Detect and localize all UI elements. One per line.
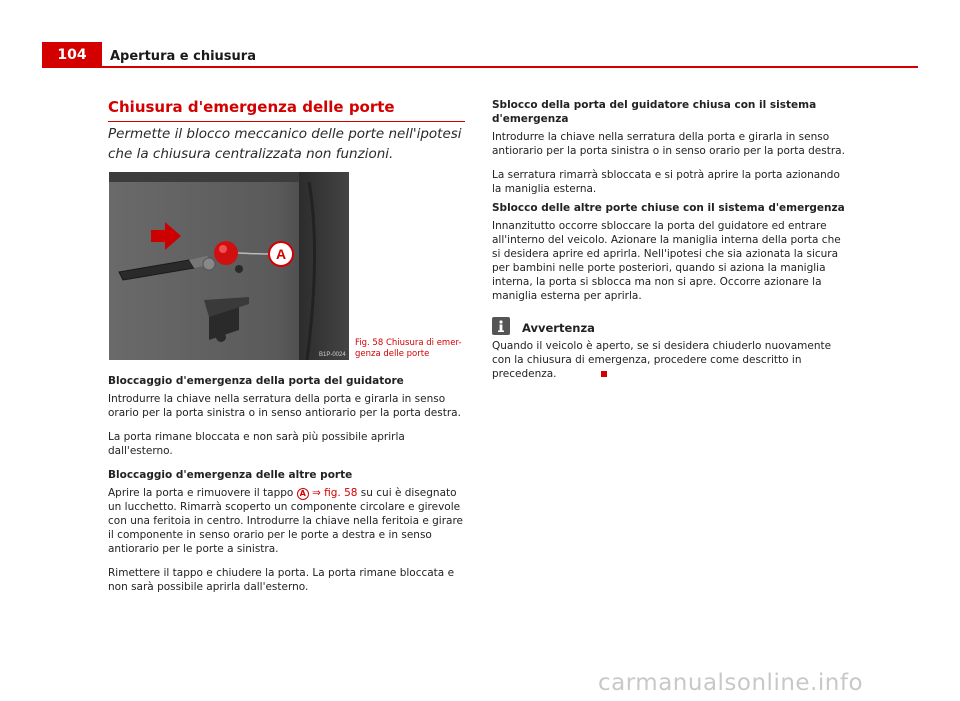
- text-run: su cui è disegnato un lucchetto. Rimarrà scoperto un componente circolare e girevole con una feritoia in centro. Introdurre la chiave nella feritoia e girare il componente in senso orario per le porte a destra e in senso antiorario per le porte a sinistra.: [108, 487, 464, 555]
- section-intro: Permette il blocco meccanico delle porte nell'ipotesi che la chiusura centralizzata non funzioni.: [108, 126, 462, 162]
- paragraph-lock-unlocked: La serratura rimarrà sbloccata e si potrà aprire la porta azionando la maniglia esterna.: [492, 169, 840, 195]
- paragraph-other-doors-lock: [108, 486, 466, 556]
- heading-other-doors-lock: Bloccaggio d'emergenza delle altre porte: [108, 469, 353, 481]
- note-header: [492, 317, 850, 335]
- callout-a-ref: A: [297, 488, 309, 500]
- page-number: 104: [42, 42, 102, 68]
- paragraph-door-stays-locked: La porta rimane bloccata e non sarà più possibile aprirla dall'esterno.: [108, 431, 405, 457]
- note-title: Avvertenza: [522, 321, 595, 335]
- paragraph-replace-cap: Rimettere il tappo e chiudere la porta. La porta rimane bloccata e non sarà possibile aprirla dall'esterno.: [108, 567, 455, 593]
- section-title: Chiusura d'emergenza delle porte: [108, 98, 465, 122]
- note-text-run: Quando il veicolo è aperto, se si desidera chiuderlo nuovamente con la chiusura di emergenza, procedere come descritto in precedenza.: [492, 340, 832, 380]
- figure-code: B1P-0024: [319, 352, 346, 358]
- note-text: [492, 339, 850, 381]
- heading-driver-door-unlock: Sblocco della porta del guidatore chiusa con il sistema d'emergenza: [492, 99, 817, 125]
- paragraph-other-doors-unlock: Innanzitutto occorre sbloccare la porta del guidatore ed entrare all'interno del veicolo. Azionare la maniglia interna della porta che si desidera aprire ed aprirla. Nell'ipotesi che sia azionata la sicura per bambini nelle porte posteriori, quando si aziona la maniglia interna, la porta si sblocca ma non si apre. Occorre azionare la maniglia esterna per aprirla.: [492, 220, 841, 302]
- door-lock-figure: [109, 172, 349, 360]
- paragraph-driver-door-lock: Introdurre la chiave nella serratura della porta e girarla in senso orario per la porta sinistra o in senso antiorario per la porta destra.: [108, 393, 461, 419]
- callout-a-label: A: [275, 246, 287, 262]
- watermark: carmanualsonline.info: [598, 670, 864, 696]
- door-lock-illustration: [109, 172, 349, 360]
- header-rule: [102, 66, 918, 68]
- running-title: Apertura e chiusura: [110, 49, 256, 64]
- heading-other-doors-unlock: Sblocco delle altre porte chiuse con il sistema d'emergenza: [492, 202, 845, 214]
- left-column: [108, 374, 466, 604]
- paragraph-driver-door-unlock: Introdurre la chiave nella serratura della porta e girarla in senso antiorario per la porta sinistra o in senso orario per la porta destra.: [492, 131, 845, 157]
- figure-caption: [355, 338, 467, 360]
- figure-caption-line2: genza delle porte: [355, 349, 430, 359]
- section-end-marker: [601, 371, 607, 377]
- figure-link[interactable]: ⇒ fig. 58: [312, 487, 358, 499]
- info-icon: [492, 317, 510, 335]
- text-run: Aprire la porta e rimuovere il tappo: [108, 487, 297, 499]
- right-column: [492, 98, 850, 391]
- heading-driver-door-lock: Bloccaggio d'emergenza della porta del guidatore: [108, 375, 404, 387]
- figure-caption-line1: Fig. 58 Chiusura di emer-: [355, 338, 462, 348]
